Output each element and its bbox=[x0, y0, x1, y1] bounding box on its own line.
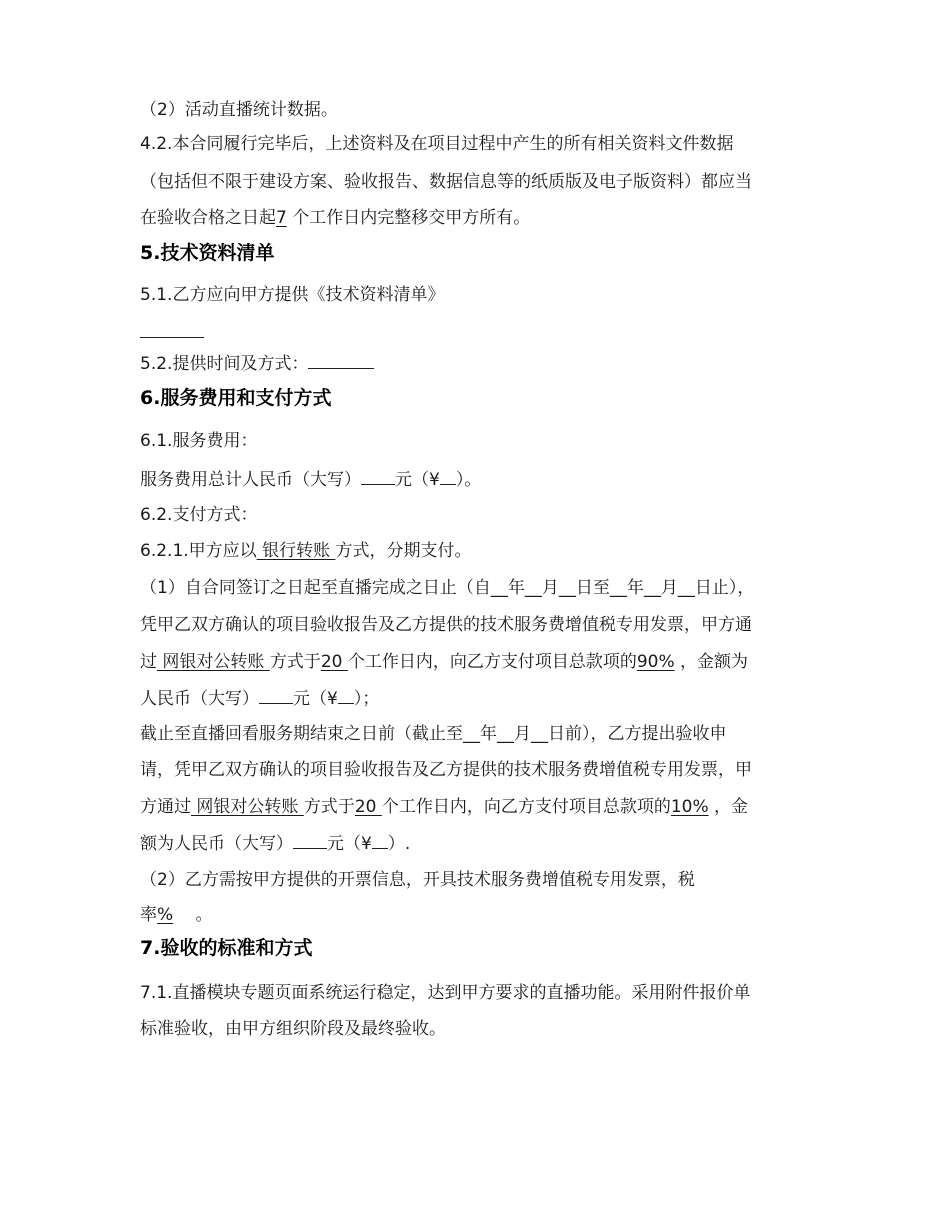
text: 凭甲乙双方确认的项目验收报告及乙方提供的技术服务费增值税专用发票，甲方通 bbox=[140, 615, 752, 635]
text: ，金 bbox=[708, 797, 749, 817]
paragraph-line bbox=[140, 795, 748, 819]
text: 个工作日内，向乙方支付项目总款项的 bbox=[347, 652, 637, 672]
blank-field bbox=[372, 831, 388, 849]
blank-field bbox=[293, 831, 327, 849]
paragraph-line bbox=[140, 98, 338, 122]
text: ）。 bbox=[455, 470, 482, 490]
text: 标准验收，由甲方组织阶段及最终验收。 bbox=[140, 1019, 446, 1039]
paragraph-line bbox=[140, 170, 752, 194]
text: 人民币（大写） bbox=[140, 689, 259, 709]
paragraph-line bbox=[140, 868, 695, 892]
text: 6.2.支付方式： bbox=[140, 505, 258, 525]
paragraph-line bbox=[140, 1017, 446, 1041]
text: 4.2.本合同履行完毕后，上述资料及在项目过程中产生的所有相关资料文件数据 bbox=[140, 134, 734, 154]
paragraph-line bbox=[140, 831, 410, 856]
paragraph-line bbox=[140, 132, 733, 156]
blank-field bbox=[308, 351, 374, 369]
paragraph-line bbox=[140, 206, 530, 230]
filled-percent: 90% bbox=[636, 652, 675, 672]
text: 个工作日内完整移交甲方所有。 bbox=[286, 208, 531, 228]
text: 在验收合格之日起 bbox=[140, 208, 276, 228]
text: 服务费用总计人民币（大写） bbox=[140, 470, 361, 490]
text: 。 bbox=[173, 905, 213, 925]
paragraph-line bbox=[140, 686, 379, 711]
text: ，金额为 bbox=[674, 652, 749, 672]
filled-days: 20 bbox=[354, 797, 382, 817]
text: 7.1.直播模块专题页面系统运行稳定，达到甲方要求的直播功能。采用附件报价单 bbox=[140, 983, 751, 1003]
paragraph-line bbox=[140, 539, 471, 563]
filled-payment-method: 网银对公转账 bbox=[191, 797, 304, 817]
paragraph-line bbox=[140, 758, 752, 782]
text: ）. bbox=[387, 834, 411, 854]
paragraph-line bbox=[140, 576, 754, 600]
text: 方式，分期支付。 bbox=[335, 541, 472, 561]
paragraph-line bbox=[140, 903, 213, 927]
paragraph-line bbox=[140, 981, 750, 1005]
text: 请，凭甲乙双方确认的项目验收报告及乙方提供的技术服务费增值税专用发票，甲 bbox=[140, 760, 752, 780]
text: 6.2.1.甲方应以 bbox=[140, 541, 257, 561]
filled-payment-method: 银行转账 bbox=[256, 541, 336, 561]
filled-tax-rate: % bbox=[157, 905, 174, 925]
text: ）； bbox=[353, 689, 380, 709]
text: 过 bbox=[140, 652, 157, 672]
text: （2）乙方需按甲方提供的开票信息，开具技术服务费增值税专用发票，税 bbox=[140, 870, 695, 890]
blank-field bbox=[440, 467, 456, 485]
paragraph-line bbox=[140, 467, 481, 492]
section-heading-6: 6.服务费用和支付方式 bbox=[140, 387, 332, 409]
text: 方式于 bbox=[269, 652, 321, 672]
paragraph-line bbox=[140, 503, 257, 527]
filled-payment-method: 网银对公转账 bbox=[157, 652, 270, 672]
filled-percent: 10% bbox=[670, 797, 709, 817]
paragraph-line bbox=[140, 351, 374, 376]
text: 率 bbox=[140, 905, 157, 925]
text: 5.1.乙方应向甲方提供《技术资料清单》 bbox=[140, 285, 445, 305]
text: 个工作日内，向乙方支付项目总款项的 bbox=[381, 797, 671, 817]
text: 元（¥ bbox=[293, 689, 338, 709]
text: 截止至直播回看服务期结束之日前（截止至__年__月__日前），乙方提出验收申 bbox=[140, 724, 727, 744]
paragraph-line bbox=[140, 283, 444, 307]
paragraph-line bbox=[140, 650, 748, 674]
text: （包括但不限于建设方案、验收报告、数据信息等的纸质版及电子版资料）都应当 bbox=[140, 172, 752, 192]
section-heading-7: 7.验收的标准和方式 bbox=[140, 937, 313, 959]
text: 元（¥ bbox=[327, 834, 372, 854]
blank-field bbox=[259, 686, 293, 704]
paragraph-line bbox=[140, 613, 752, 637]
text: （2）活动直播统计数据。 bbox=[140, 100, 338, 120]
blank-field bbox=[338, 686, 354, 704]
filled-days: 7 bbox=[276, 208, 287, 228]
text: 5.2.提供时间及方式： bbox=[140, 354, 309, 374]
text: 元（¥ bbox=[395, 470, 440, 490]
blank-line bbox=[140, 337, 204, 338]
paragraph-line bbox=[140, 429, 257, 453]
text: 方通过 bbox=[140, 797, 191, 817]
text: 额为人民币（大写） bbox=[140, 834, 293, 854]
text: （1）自合同签订之日起至直播完成之日止（自__年__月__日至__年__月__日止）， bbox=[140, 578, 755, 598]
blank-field bbox=[361, 467, 395, 485]
text: 方式于 bbox=[303, 797, 355, 817]
section-heading-5: 5.技术资料清单 bbox=[140, 242, 275, 264]
filled-days: 20 bbox=[320, 652, 348, 672]
text: 6.1.服务费用： bbox=[140, 431, 258, 451]
paragraph-line bbox=[140, 722, 727, 746]
